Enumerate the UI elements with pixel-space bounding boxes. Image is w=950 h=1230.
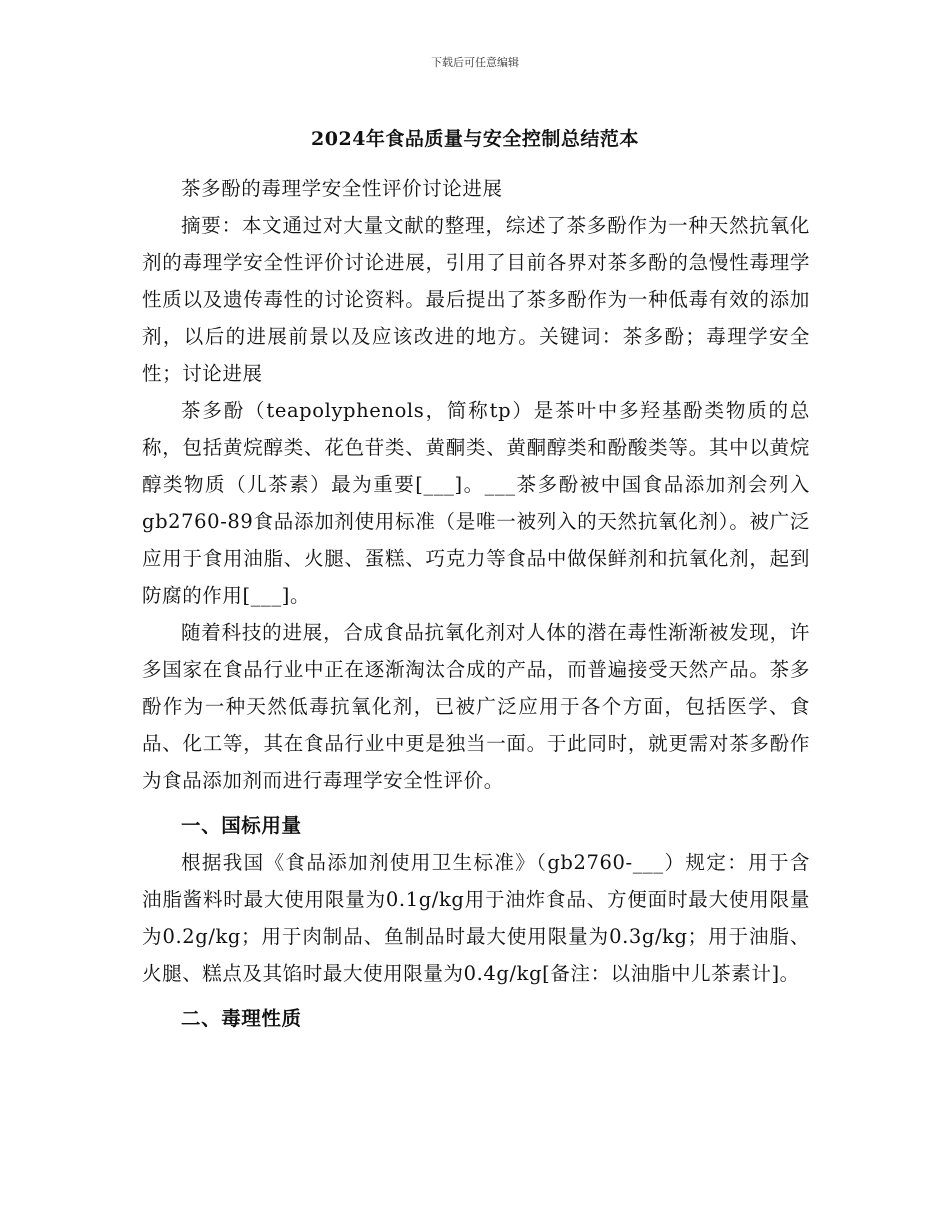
subtitle-paragraph: 茶多酚的毒理学安全性评价讨论进展 xyxy=(181,177,503,200)
header-note: 下载后可任意编辑 xyxy=(431,56,519,69)
standard-usage-paragraph: 根据我国《食品添加剂使用卫生标准》（gb2760-___）规定：用于含油脂酱料时最大使用限量为0.1g/kg用于油炸食品、方便面时最大使用限量为0.2g/kg；用于肉制品、鱼制品时最大使用限量为0.3g/kg；用于油脂、火腿、糕点及其馅时最大使用限量为0.4g/kg[备注：以油脂中儿茶素计]。 xyxy=(142,851,810,985)
intro-paragraph: 茶多酚（teapolyphenols，简称tp）是茶叶中多羟基酚类物质的总称，包括黄烷醇类、花色苷类、黄酮类、黄酮醇类和酚酸类等。其中以黄烷醇类物质（儿茶素）最为重要[___]。___茶多酚被中国食品添加剂会列入gb2760-89食品添加剂使用标准（是唯一被列入的天然抗氧化剂）。被广泛应用于食用油脂、火腿、蛋糕、巧克力等食品中做保鲜剂和抗氧化剂，起到防腐的作用[___]。 xyxy=(142,399,810,607)
section-heading-standard-usage: 一、国标用量 xyxy=(181,814,302,837)
section-heading-toxicology: 二、毒理性质 xyxy=(181,1007,302,1030)
document-title: 2024年食品质量与安全控制总结范本 xyxy=(311,128,639,150)
background-paragraph: 随着科技的进展，合成食品抗氧化剂对人体的潜在毒性渐渐被发现，许多国家在食品行业中正在逐渐淘汰合成的产品，而普遍接受天然产品。茶多酚作为一种天然低毒抗氧化剂，已被广泛应用于各个方面，包括医学、食品、化工等，其在食品行业中更是独当一面。于此同时，就更需对茶多酚作为食品添加剂而进行毒理学安全性评价。 xyxy=(142,621,810,792)
document-body xyxy=(142,170,810,1037)
abstract-paragraph: 摘要：本文通过对大量文献的整理，综述了茶多酚作为一种天然抗氧化剂的毒理学安全性评价讨论进展，引用了目前各界对茶多酚的急慢性毒理学性质以及遗传毒性的讨论资料。最后提出了茶多酚作为一种低毒有效的添加剂，以后的进展前景以及应该改进的地方。关键词：茶多酚；毒理学安全性；讨论进展 xyxy=(142,214,810,385)
